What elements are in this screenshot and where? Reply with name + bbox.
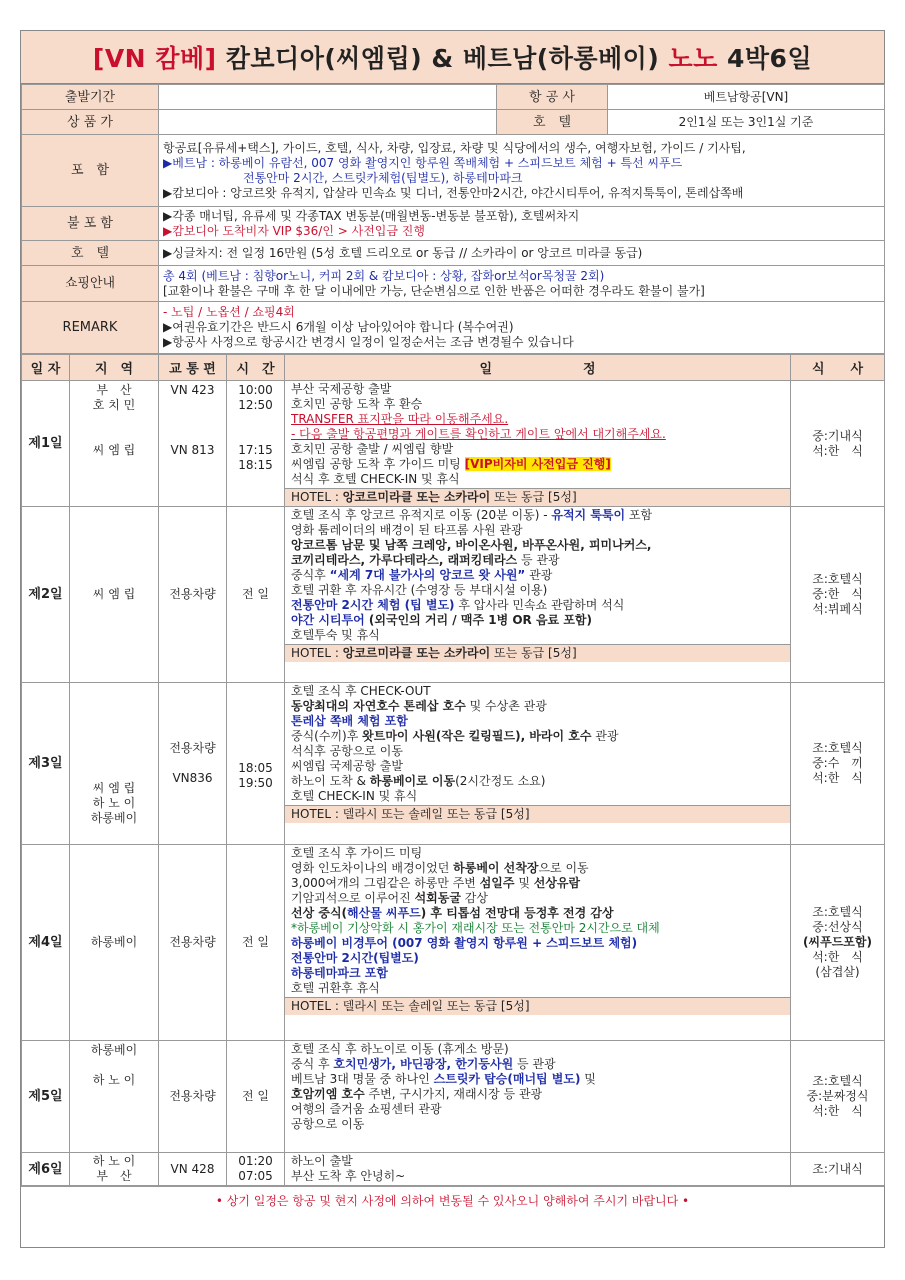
day-transport: VN 428 xyxy=(159,1153,227,1186)
region-item: 하롱베이 xyxy=(90,1043,138,1057)
day-time: 01:20 07:05 xyxy=(227,1153,285,1186)
day-time: 전 일 xyxy=(227,1041,285,1153)
schedule-line: 씨엠립 공항 도착 후 가이드 미팅 [VIP비자비 사전입금 진행] xyxy=(291,457,611,471)
day-meal: 조:호텔식 중:수 끼 석:한 식 xyxy=(791,683,885,845)
time-item: 18:05 xyxy=(238,761,273,775)
title-brand: [VN 캄베] xyxy=(92,44,217,73)
schedule-line: 호텔 조식 후 하노이로 이동 (휴게소 방문) xyxy=(291,1042,509,1056)
schedule-line: 선상 중식(해산물 씨푸드) 후 티톱섬 전망대 등정후 전경 감상 xyxy=(291,906,614,920)
schedule-line: 중식 후 호치민생가, 바딘광장, 한기둥사원 등 관광 xyxy=(291,1057,556,1071)
schedule-line: 하롱베이 비경투어 (007 영화 촬영지 항루원 + 스피드보트 체험) xyxy=(291,936,638,950)
schedule-line: 코끼리테라스, 가루다테라스, 래퍼킹테라스 등 관광 xyxy=(291,553,560,567)
include-label: 포 함 xyxy=(22,135,159,207)
header-time: 시 간 xyxy=(227,355,285,381)
schedule-line: 부산 국제공항 출발 xyxy=(291,382,392,396)
schedule-line: TRANSFER 표지판을 따라 이동해주세요. xyxy=(291,412,509,426)
day-time: 전 일 xyxy=(227,507,285,683)
day-region xyxy=(70,381,159,507)
visa-notice: [VIP비자비 사전입금 진행] xyxy=(464,457,611,471)
day-transport xyxy=(159,381,227,507)
schedule-line: 베트남 3대 명물 중 하나인 스트릿카 탑승(매너팁 별도) 및 xyxy=(291,1072,596,1086)
schedule-line: 호텔 귀환 후 자유시간 (수영장 등 부대시설 이용) xyxy=(291,583,548,597)
day-schedule xyxy=(285,507,791,683)
remark-value xyxy=(159,302,885,354)
transport-item: 전용차량 xyxy=(169,741,216,755)
schedule-line: 동양최대의 자연호수 톤레삽 호수 및 수상촌 관광 xyxy=(291,699,547,713)
schedule-line: 호텔투숙 및 휴식 xyxy=(291,628,380,642)
header-schedule: 일 정 xyxy=(285,355,791,381)
day-transport: 전용차량 xyxy=(159,845,227,1041)
day-meal: 조:기내식 xyxy=(791,1153,885,1186)
hotel-line: HOTEL : 앙코르미라클 또는 소카라이 또는 동급 [5성] xyxy=(285,644,790,662)
title-route: 캄보디아(씨엠립) & 베트남(하롱베이) xyxy=(225,44,660,73)
day-region: 하 노 이 부 산 xyxy=(70,1153,159,1186)
schedule-line: 호텔 CHECK-IN 및 휴식 xyxy=(291,789,418,803)
schedule-line: 여행의 즐거움 쇼핑센터 관광 xyxy=(291,1102,442,1116)
region-item: 씨 엠 립 xyxy=(92,781,136,795)
schedule-line: 중식후 “세계 7대 불가사의 앙코르 왓 사원” 관광 xyxy=(291,568,553,582)
schedule-line: 호치민 공항 도착 후 환승 xyxy=(291,397,423,411)
room-label: 호 텔 xyxy=(497,110,608,135)
shopping-line-2: [교환이나 환불은 구매 후 한 달 이내에만 가능, 단순변심으로 인한 반품은 어떠한 경우라도 환불이 불가] xyxy=(163,283,705,298)
schedule-line: 3,000여개의 그림같은 하롱만 주변 섬일주 및 선상유람 xyxy=(291,876,581,890)
day-meal: 중:기내식 석:한 식 xyxy=(791,381,885,507)
departure-label: 출발기간 xyxy=(22,85,159,110)
day-time: 전 일 xyxy=(227,845,285,1041)
schedule-table xyxy=(21,354,885,1186)
transport-item: VN 423 xyxy=(170,383,215,397)
hotel-line: HOTEL : 델라시 또는 솔레일 또는 동급 [5성] xyxy=(285,997,790,1015)
day-label: 제3일 xyxy=(22,683,70,845)
schedule-line: *하롱베이 기상악화 시 홍가이 재래시장 또는 전통안마 2시간으로 대체 xyxy=(291,921,660,935)
header-meal: 식 사 xyxy=(791,355,885,381)
schedule-line: 영화 툼레이더의 배경이 된 타프롬 사원 관광 xyxy=(291,523,523,537)
region-item: 하롱베이 xyxy=(90,811,138,825)
day-schedule xyxy=(285,381,791,507)
remark-line-1: - 노팁 / 노옵션 / 쇼핑4회 xyxy=(163,305,295,319)
shopping-value xyxy=(159,266,885,302)
day-label: 제5일 xyxy=(22,1041,70,1153)
airline-value: 베트남항공[VN] xyxy=(608,85,885,110)
time-item: 17:15 xyxy=(238,443,273,457)
day-transport: 전용차량 xyxy=(159,507,227,683)
region-item: 부 산 xyxy=(96,383,132,397)
day-meal: 조:호텔식 중:분짜정식 석:한 식 xyxy=(791,1041,885,1153)
schedule-line: 호암끼엠 호수 주변, 구시가지, 재래시장 등 관광 xyxy=(291,1087,543,1101)
schedule-line: 석식후 공항으로 이동 xyxy=(291,744,403,758)
schedule-line: 호텔 조식 후 가이드 미팅 xyxy=(291,846,423,860)
schedule-line: 기암괴석으로 이루어진 석회동굴 감상 xyxy=(291,891,488,905)
exclude-value xyxy=(159,207,885,241)
day-schedule xyxy=(285,1153,791,1186)
schedule-line: 호텔 조식 후 앙코르 유적지로 이동 (20분 이동) - 유적지 툭툭이 포함 xyxy=(291,508,653,522)
airline-label: 항 공 사 xyxy=(497,85,608,110)
schedule-line: 영화 인도차이나의 배경이었던 하롱베이 선착장으로 이동 xyxy=(291,861,589,875)
day-region xyxy=(70,683,159,845)
region-item: 하 노 이 xyxy=(92,796,136,810)
time-item: 12:50 xyxy=(238,398,273,412)
transport-item: VN 813 xyxy=(170,443,215,457)
transport-item: VN836 xyxy=(172,771,213,785)
schedule-line: 호텔 조식 후 CHECK-OUT xyxy=(291,684,431,698)
time-item: 10:00 xyxy=(238,383,273,397)
itinerary-document xyxy=(20,30,885,1248)
day-label: 제1일 xyxy=(22,381,70,507)
include-value xyxy=(159,135,885,207)
day-meal: 조:호텔식 중:선상식 (씨푸드포함) 석:한 식 (삼겹살) xyxy=(791,845,885,1041)
hotel-line: HOTEL : 델라시 또는 솔레일 또는 동급 [5성] xyxy=(285,805,790,823)
day-region: 씨 엠 립 xyxy=(70,507,159,683)
region-item: 호 치 민 xyxy=(92,398,136,412)
include-line-4: ▶캄보디아 : 앙코르왓 유적지, 압살라 민속쇼 및 디너, 전통안마2시간, 야간시티투어, 유적지툭툭이, 톤레삽쪽배 xyxy=(163,185,744,200)
day-region xyxy=(70,1041,159,1153)
day-transport: 전용차량 xyxy=(159,1041,227,1153)
region-item: 하 노 이 xyxy=(92,1073,136,1087)
schedule-line: 석식 후 호텔 CHECK-IN 및 휴식 xyxy=(291,472,460,486)
price-label: 상 품 가 xyxy=(22,110,159,135)
room-value: 2인1실 또는 3인1실 기준 xyxy=(608,110,885,135)
day-schedule xyxy=(285,683,791,845)
exclude-line-1: ▶각종 매너팁, 유류세 및 각종TAX 변동분(매월변동-변동분 불포함), 호텔써차지 xyxy=(163,208,580,223)
hotel-line: HOTEL : 앙코르미라클 또는 소카라이 또는 동급 [5성] xyxy=(285,488,790,506)
departure-value xyxy=(159,85,497,110)
schedule-line: 하노이 도착 & 하롱베이로 이동(2시간정도 소요) xyxy=(291,774,546,788)
schedule-line: 호치민 공항 출발 / 씨엠립 향발 xyxy=(291,442,454,456)
header-day: 일 자 xyxy=(22,355,70,381)
time-item: 18:15 xyxy=(238,458,273,472)
schedule-line: 앙코르톰 남문 및 남쪽 크레앙, 바이온사원, 바푸온사원, 피미나커스, xyxy=(291,538,652,552)
day-label: 제2일 xyxy=(22,507,70,683)
region-item: 씨 엠 립 xyxy=(92,443,136,457)
schedule-line: 전통안마 2시간 체험 (팁 별도) 후 압사라 민속쇼 관람하며 석식 xyxy=(291,598,625,612)
day-label: 제6일 xyxy=(22,1153,70,1186)
day-transport xyxy=(159,683,227,845)
schedule-line: 부산 도착 후 안녕히~ xyxy=(291,1169,406,1183)
schedule-line: 공항으로 이동 xyxy=(291,1117,365,1131)
day-schedule xyxy=(285,845,791,1041)
day-schedule xyxy=(285,1041,791,1153)
single-charge-value: ▶싱글차지: 전 일정 16만원 (5성 호텔 드리오로 or 동급 // 소카라이 or 앙코르 미라클 동급) xyxy=(159,241,885,266)
price-value xyxy=(159,110,497,135)
day-time xyxy=(227,683,285,845)
schedule-line: 야간 시티투어 (외국인의 거리 / 맥주 1병 OR 음료 포함) xyxy=(291,613,592,627)
remark-label: REMARK xyxy=(22,302,159,354)
day-meal: 조:호텔식 중:한 식 석:뷔페식 xyxy=(791,507,885,683)
header-region: 지 역 xyxy=(70,355,159,381)
day-label: 제4일 xyxy=(22,845,70,1041)
page-title xyxy=(21,31,884,84)
exclude-line-2: ▶캄보디아 도착비자 VIP $36/인 > 사전입금 진행 xyxy=(163,223,425,238)
info-table xyxy=(21,84,885,354)
remark-line-3: ▶항공사 사정으로 항공시간 변경시 일정이 일정순서는 조금 변경될수 있습니다 xyxy=(163,335,574,349)
include-line-1: 항공료[유류세+택스], 가이드, 호텔, 식사, 차량, 입장료, 차량 및 식당에서의 생수, 여행자보험, 가이드 / 기사팁, xyxy=(163,140,746,155)
header-transport: 교 통 편 xyxy=(159,355,227,381)
day-time xyxy=(227,381,285,507)
footer-notice: • 상기 일정은 항공 및 현지 사정에 의하여 변동될 수 있사오니 양해하여 주시기 바랍니다 • xyxy=(21,1186,884,1213)
day-region: 하롱베이 xyxy=(70,845,159,1041)
schedule-line: - 다음 출발 항공편명과 게이트를 확인하고 게이트 앞에서 대기해주세요. xyxy=(291,427,666,441)
schedule-line: 호텔 귀환후 휴식 xyxy=(291,981,380,995)
schedule-line: 하롱테마파크 포함 xyxy=(291,966,388,980)
time-item: 19:50 xyxy=(238,776,273,790)
exclude-label: 불 포 함 xyxy=(22,207,159,241)
include-line-3: 전통안마 2시간, 스트릿카체험(팁별도), 하롱테마파크 xyxy=(243,170,523,185)
schedule-line: 중식(수끼)후 왓트마이 사원(작은 킬링필드), 바라이 호수 관광 xyxy=(291,729,619,743)
schedule-line: 톤레삽 쪽배 체험 포함 xyxy=(291,714,408,728)
schedule-line: 씨엠립 국제공항 출발 xyxy=(291,759,403,773)
title-duration: 4박6일 xyxy=(727,44,813,73)
include-line-2: ▶베트남 : 하롱베이 유람선, 007 영화 촬영지인 항루원 쪽배체험 + 스피드보트 체험 + 특선 씨푸드 xyxy=(163,155,683,170)
single-charge-label: 호 텔 xyxy=(22,241,159,266)
title-tag: 노노 xyxy=(668,44,718,73)
shopping-line-1: 총 4회 (베트남 : 침향or노니, 커피 2회 & 캄보디아 : 상황, 잡화or보석or목청꿀 2회) xyxy=(163,268,605,283)
remark-line-2: ▶여권유효기간은 반드시 6개월 이상 남아있어야 합니다 (복수여권) xyxy=(163,320,514,334)
schedule-line: 전통안마 2시간(팁별도) xyxy=(291,951,419,965)
shopping-label: 쇼핑안내 xyxy=(22,266,159,302)
schedule-line: 하노이 출발 xyxy=(291,1154,353,1168)
